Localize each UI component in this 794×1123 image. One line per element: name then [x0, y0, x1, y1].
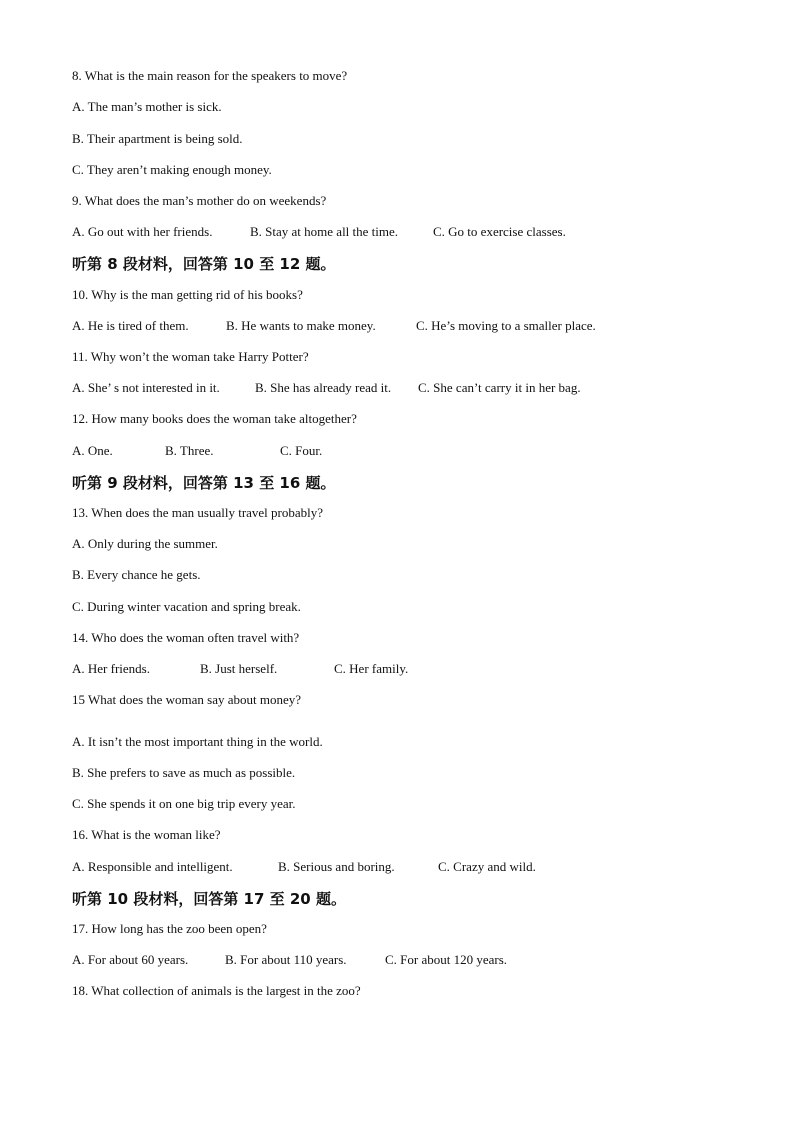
question-8-option-c: C. They aren’t making enough money. [72, 162, 272, 177]
question-15-option-a: A. It isn’t the most important thing in the world. [72, 734, 323, 749]
question-10-option-a: A. He is tired of them. [72, 318, 189, 333]
question-17-option-c: C. For about 120 years. [385, 952, 508, 967]
question-16-option-b: B. Serious and boring. [278, 859, 395, 874]
question-16-option-a: A. Responsible and intelligent. [72, 859, 233, 874]
question-11-option-c: C. She can’t carry it in her bag. [418, 380, 581, 395]
question-14: 14. Who does the woman often travel with? [72, 630, 300, 645]
question-16-option-c: C. Crazy and wild. [438, 859, 536, 874]
question-14-option-c: C. Her family. [334, 661, 409, 676]
section-heading-9: 听第 9 段材料，回答第 13 至 16 题。 [72, 474, 336, 492]
question-9-option-c: C. Go to exercise classes. [433, 224, 566, 239]
question-10-option-b: B. He wants to make money. [226, 318, 376, 333]
question-17-option-a: A. For about 60 years. [72, 952, 189, 967]
question-17: 17. How long has the zoo been open? [72, 921, 267, 936]
question-15-option-c: C. She spends it on one big trip every year. [72, 796, 296, 811]
question-9: 9. What does the man’s mother do on weekends? [72, 193, 327, 208]
question-11: 11. Why won’t the woman take Harry Potter? [72, 349, 309, 364]
question-13-option-a: A. Only during the summer. [72, 536, 218, 551]
question-13-option-b: B. Every chance he gets. [72, 567, 201, 582]
question-9-option-a: A. Go out with her friends. [72, 224, 213, 239]
question-11-option-a: A. She’ s not interested in it. [72, 380, 220, 395]
question-17-option-b: B. For about 110 years. [225, 952, 347, 967]
question-9-option-b: B. Stay at home all the time. [250, 224, 399, 239]
question-13-option-c: C. During winter vacation and spring break. [72, 599, 301, 614]
question-8: 8. What is the main reason for the speakers to move? [72, 68, 348, 83]
question-15: 15 What does the woman say about money? [72, 692, 302, 707]
section-heading-8: 听第 8 段材料，回答第 10 至 12 题。 [72, 255, 336, 273]
question-10: 10. Why is the man getting rid of his books? [72, 287, 303, 302]
question-16: 16. What is the woman like? [72, 827, 221, 842]
question-15-option-b: B. She prefers to save as much as possible. [72, 765, 296, 780]
question-8-option-b: B. Their apartment is being sold. [72, 131, 243, 146]
question-12-option-c: C. Four. [280, 443, 323, 458]
question-12-option-b: B. Three. [165, 443, 214, 458]
section-heading-10: 听第 10 段材料，回答第 17 至 20 题。 [72, 890, 346, 908]
question-12-option-a: A. One. [72, 443, 113, 458]
question-13: 13. When does the man usually travel probably? [72, 505, 324, 520]
question-14-option-a: A. Her friends. [72, 661, 150, 676]
question-12: 12. How many books does the woman take altogether? [72, 411, 357, 426]
question-11-option-b: B. She has already read it. [255, 380, 392, 395]
question-10-option-c: C. He’s moving to a smaller place. [416, 318, 596, 333]
question-8-option-a: A. The man’s mother is sick. [72, 99, 222, 114]
question-18: 18. What collection of animals is the largest in the zoo? [72, 983, 361, 998]
question-14-option-b: B. Just herself. [200, 661, 278, 676]
